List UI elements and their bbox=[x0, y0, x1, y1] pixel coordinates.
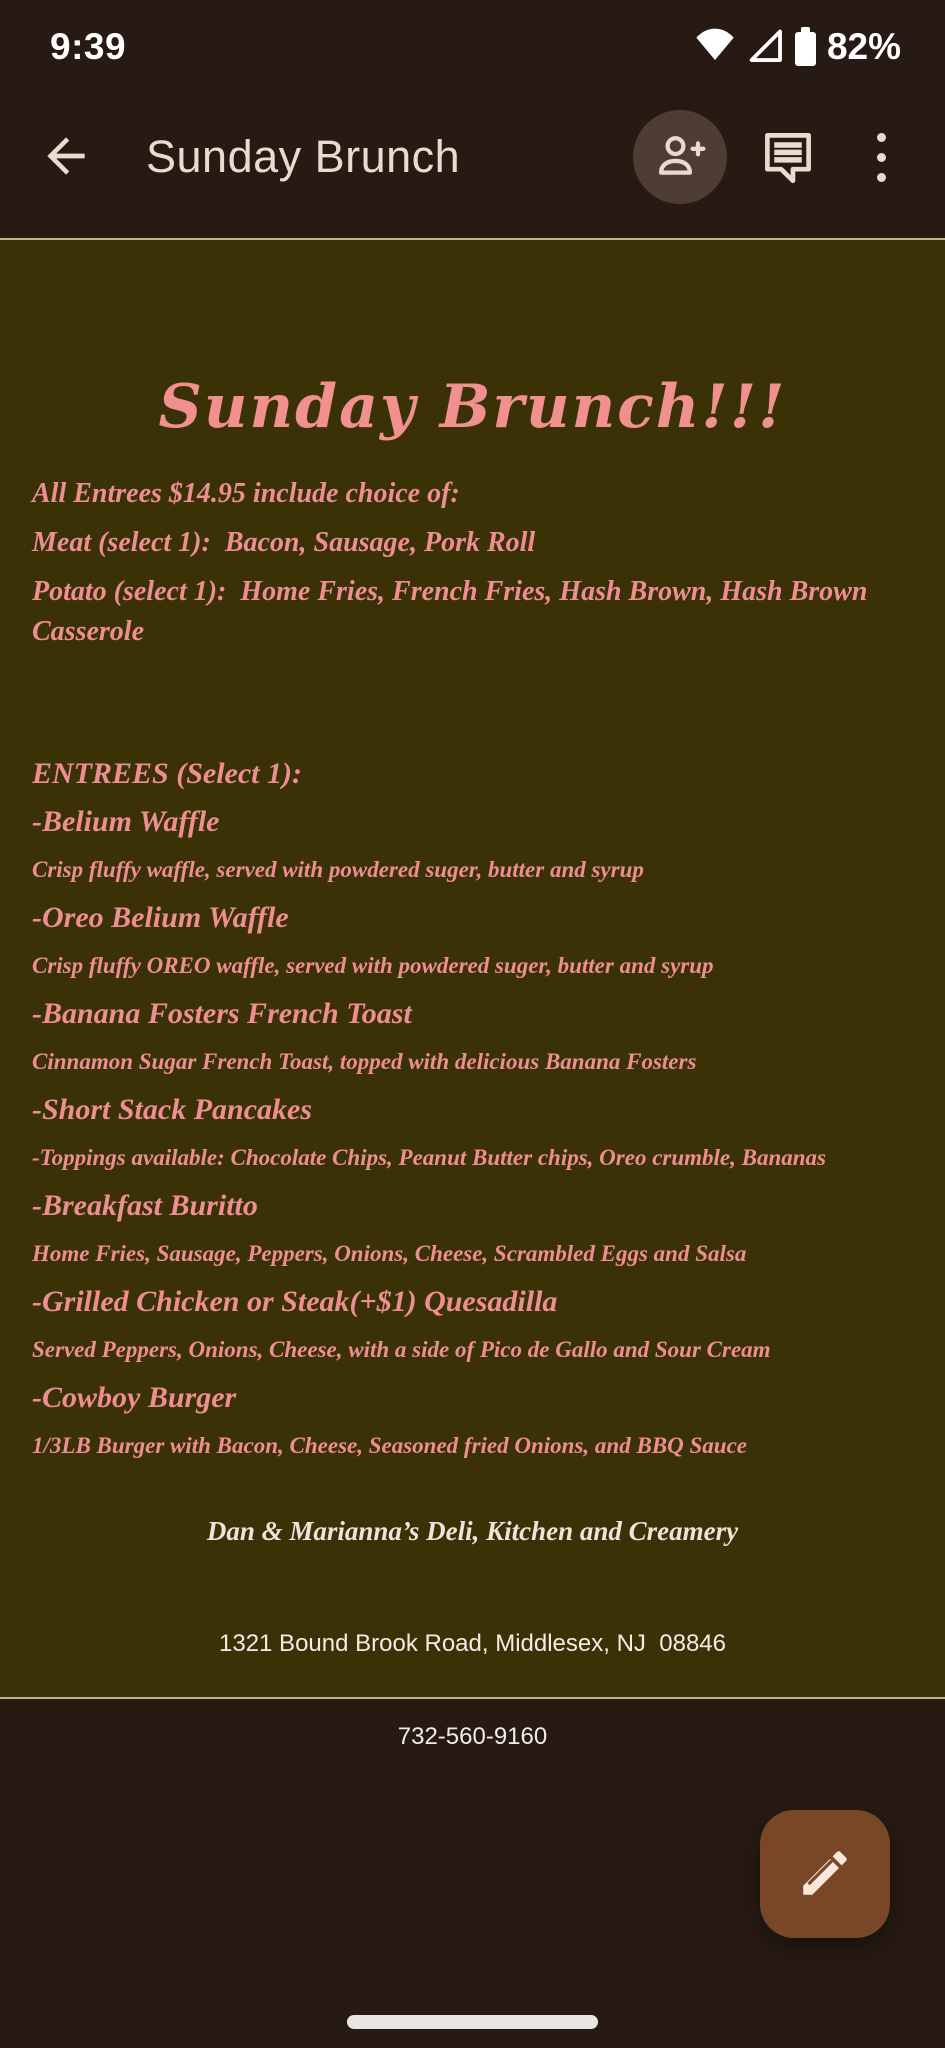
intro-line: Meat (select 1): Bacon, Sausage, Pork Roll bbox=[32, 527, 536, 558]
add-collaborator-button[interactable] bbox=[633, 110, 727, 204]
menu-item bbox=[32, 990, 913, 1086]
item-description: Served Peppers, Onions, Cheese, with a side of Pico de Gallo and Sour Cream bbox=[32, 1337, 771, 1362]
menu-item bbox=[32, 894, 913, 990]
home-indicator[interactable] bbox=[347, 2015, 598, 2029]
business-phone: 732-560-9160 bbox=[397, 1723, 548, 1750]
three-dot-icon bbox=[877, 133, 886, 182]
battery-icon bbox=[795, 32, 816, 66]
menu-item bbox=[32, 1278, 913, 1374]
menu-item bbox=[32, 798, 913, 894]
back-button[interactable] bbox=[34, 125, 98, 189]
edit-note-fab[interactable] bbox=[760, 1810, 890, 1938]
item-name: -Belium Waffle bbox=[32, 805, 220, 838]
menu-list bbox=[32, 798, 913, 1470]
item-name: -Grilled Chicken or Steak(+$1) Quesadilla bbox=[32, 1285, 558, 1318]
app-bar bbox=[0, 76, 945, 238]
note-title: Sunday Brunch!!! bbox=[158, 372, 787, 442]
item-description: Home Fries, Sausage, Peppers, Onions, Cheese, Scrambled Eggs and Salsa bbox=[32, 1241, 747, 1266]
item-name: -Oreo Belium Waffle bbox=[32, 901, 289, 934]
item-name: -Cowboy Burger bbox=[32, 1381, 237, 1414]
item-description: Crisp fluffy waffle, served with powdered suger, butter and syrup bbox=[32, 857, 644, 882]
back-arrow-icon bbox=[38, 128, 94, 187]
status-bar bbox=[0, 0, 945, 76]
note-body[interactable] bbox=[0, 238, 945, 1750]
item-name: -Breakfast Buritto bbox=[32, 1189, 258, 1222]
business-address: 1321 Bound Brook Road, Middlesex, NJ 08846 bbox=[219, 1630, 726, 1657]
wifi-icon bbox=[695, 28, 735, 67]
menu-item bbox=[32, 1086, 913, 1182]
item-description: Cinnamon Sugar French Toast, topped with delicious Banana Fosters bbox=[32, 1049, 697, 1074]
intro-line: All Entrees $14.95 include choice of: bbox=[32, 478, 460, 509]
battery-percent: 82% bbox=[826, 26, 901, 67]
item-description: Crisp fluffy OREO waffle, served with powdered suger, butter and syrup bbox=[32, 953, 714, 978]
intro-line: Potato (select 1): Home Fries, French Fries, Hash Brown, Hash Brown Casserole bbox=[32, 576, 875, 647]
pencil-edit-icon bbox=[796, 1844, 854, 1905]
note-footer bbox=[32, 1514, 913, 1814]
intro-section bbox=[32, 474, 913, 652]
business-name: Dan & Marianna’s Deli, Kitchen and Creamery bbox=[206, 1516, 739, 1546]
clock: 9:39 bbox=[50, 26, 127, 67]
entrees-heading: ENTREES (Select 1): bbox=[32, 757, 302, 790]
item-description: 1/3LB Burger with Bacon, Cheese, Seasoned fried Onions, and BBQ Sauce bbox=[32, 1433, 748, 1458]
page-title: Sunday Brunch bbox=[146, 131, 461, 182]
person-add-icon bbox=[653, 129, 707, 186]
comment-icon bbox=[755, 123, 821, 192]
overflow-menu-button[interactable] bbox=[857, 122, 905, 192]
item-name: -Short Stack Pancakes bbox=[32, 1093, 313, 1126]
status-icons bbox=[695, 26, 901, 69]
menu-item bbox=[32, 1182, 913, 1278]
menu-item bbox=[32, 1374, 913, 1470]
comments-button[interactable] bbox=[753, 122, 823, 192]
item-name: -Banana Fosters French Toast bbox=[32, 997, 412, 1030]
cellular-signal-icon bbox=[746, 26, 784, 69]
item-description: -Toppings available: Chocolate Chips, Peanut Butter chips, Oreo crumble, Bananas bbox=[32, 1145, 827, 1170]
